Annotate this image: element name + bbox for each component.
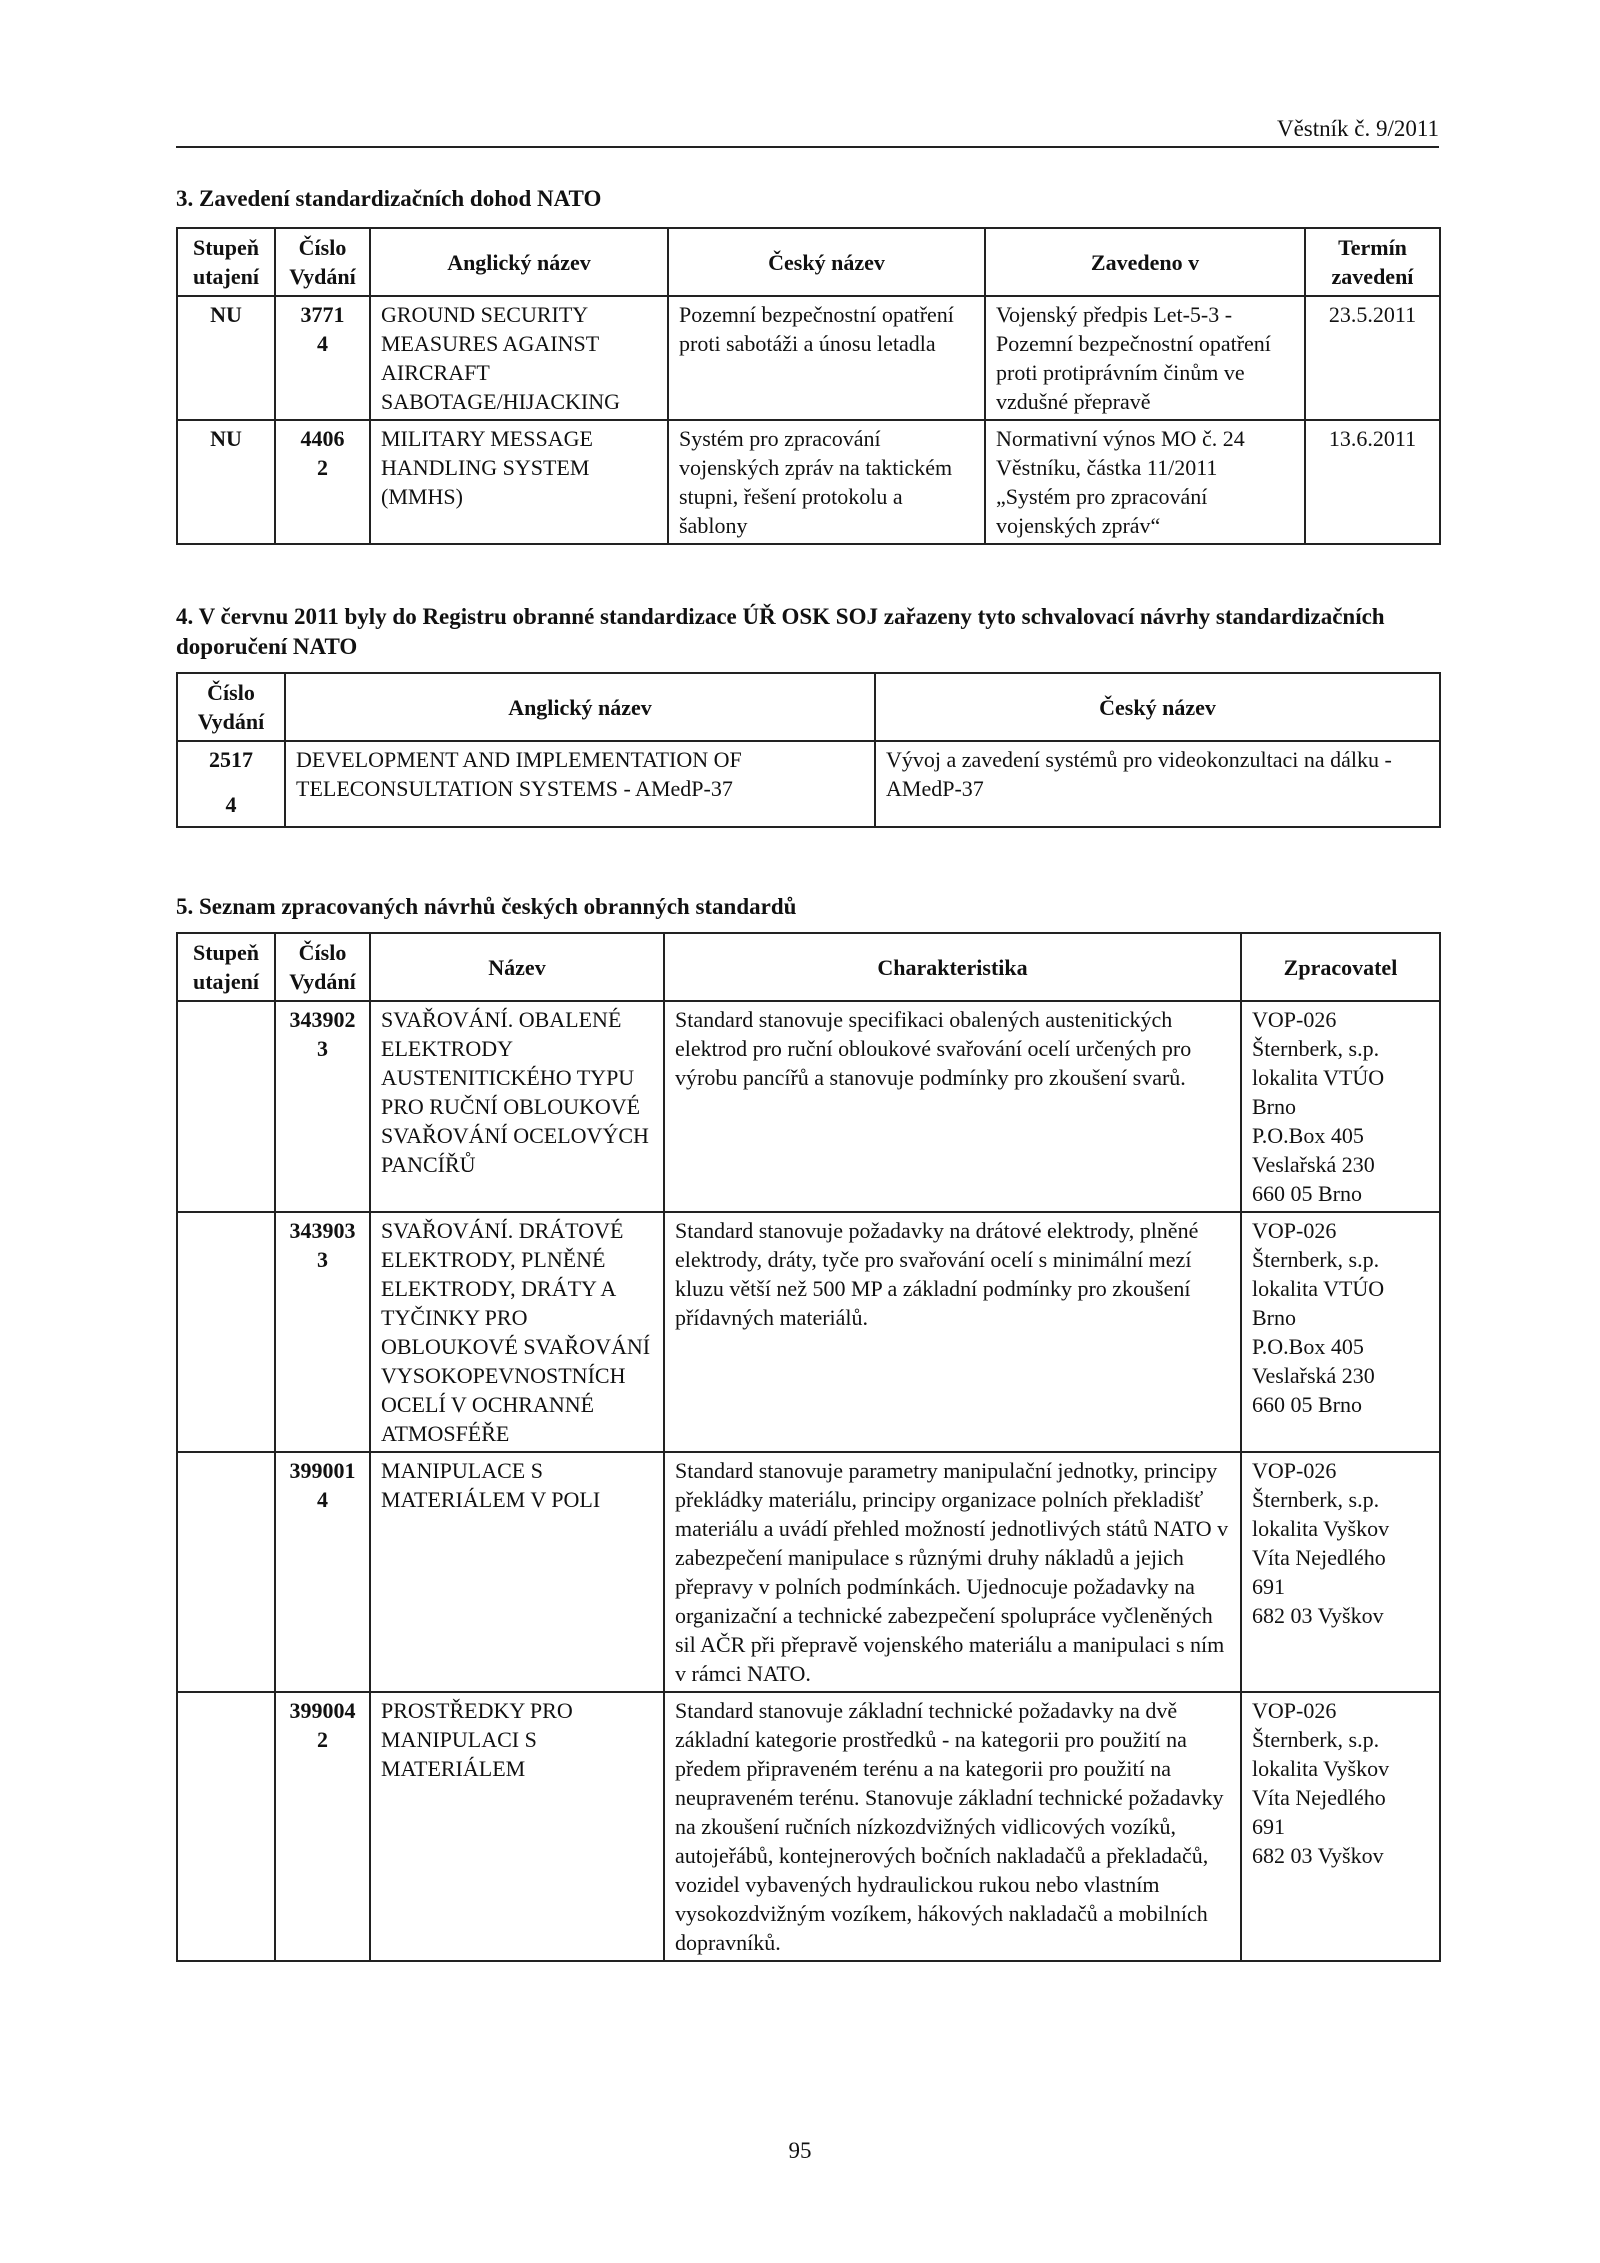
czech-name-cell: Pozemní bezpečnostní opatření proti sabotáži a únosu letadla (668, 296, 985, 420)
characteristics-cell: Standard stanovuje specifikaci obalených austenitických elektrod pro ruční obloukové svařování ocelí určených pro výrobu pancířů a stanovuje podmínky pro zkoušení svarů. (664, 1001, 1241, 1212)
processor-line: P.O.Box 405 (1252, 1334, 1364, 1359)
processor-line: 660 05 Brno (1252, 1392, 1362, 1417)
processor-line: VOP-026 (1252, 1698, 1337, 1723)
col-header: Český název (668, 228, 985, 296)
processor-cell (1241, 1452, 1440, 1692)
characteristics-cell: Standard stanovuje parametry manipulační jednotky, principy překládky materiálu, principy organizace polních překladišť materiálu a uvádí přehled možností jednotlivých států NATO v zabezpečení manipulace s různými druhy nákladů a jejich přepravy v polních podmínkách. Ujednocuje požadavky na organizační a technické zabezpečení spolupráce vyčleněných sil AČR při přepravě vojenského materiálu a manipulaci s ním v rámci NATO. (664, 1452, 1241, 1692)
characteristics-cell: Standard stanovuje základní technické požadavky na dvě základní kategorie prostředků - na kategorii pro použití na předem připraveném terénu a na kategorii pro použití na neupraveném terénu. Stanovuje základní technické požadavky na zkoušení ručních nízkozdvižných vidlicových vozíků, autojeřábů, kontejnerových bočních nakladačů a překladačů, vozidel vybavených hydraulickou rukou nebo vlastním vysokozdvižným vozíkem, hákových nakladačů a mobilních dopravníků. (664, 1692, 1241, 1961)
processor-cell (1241, 1692, 1440, 1961)
edition-number: 2 (317, 455, 328, 480)
edition-number: 4 (317, 1487, 328, 1512)
english-name-cell: DEVELOPMENT AND IMPLEMENTATION OF TELECONSULTATION SYSTEMS - AMedP-37 (285, 741, 875, 827)
col-header: Charakteristika (664, 933, 1241, 1001)
processor-line: Veslařská 230 (1252, 1152, 1375, 1177)
page-number: 95 (788, 2138, 812, 2163)
processor-line: Brno (1252, 1305, 1296, 1330)
name-cell: SVAŘOVÁNÍ. DRÁTOVÉ ELEKTRODY, PLNĚNÉ ELEKTRODY, DRÁTY A TYČINKY PRO OBLOUKOVÉ SVAŘOVÁNÍ VYSOKOPEVNOSTNÍCH OCELÍ V OCHRANNÉ ATMOSFÉŘE (370, 1212, 664, 1452)
standard-number: 399001 (289, 1458, 356, 1483)
col-header: Termín zavedení (1305, 228, 1440, 296)
processor-line: lokalita Vyškov (1252, 1516, 1390, 1541)
processor-line: lokalita Vyškov (1252, 1756, 1390, 1781)
classification-cell (177, 1001, 275, 1212)
classification-cell (177, 1212, 275, 1452)
col-header: Stupeň utajení (177, 228, 275, 296)
name-cell: MANIPULACE S MATERIÁLEM V POLI (370, 1452, 664, 1692)
processor-line: 691 (1252, 1574, 1285, 1599)
number-cell (275, 1212, 370, 1452)
processor-line: Šternberk, s.p. (1252, 1247, 1380, 1272)
processor-line: VOP-026 (1252, 1007, 1337, 1032)
section-5-title: 5. Seznam zpracovaných návrhů českých obranných standardů (176, 894, 797, 919)
date-cell: 13.6.2011 (1305, 420, 1440, 544)
edition-number: 4 (317, 331, 328, 356)
processor-line: 691 (1252, 1814, 1285, 1839)
processor-line: Víta Nejedlého (1252, 1785, 1386, 1810)
number-cell (275, 420, 370, 544)
number-cell (177, 741, 285, 827)
col-header: Číslo Vydání (177, 673, 285, 741)
number-cell (275, 296, 370, 420)
introduced-in-cell: Vojenský předpis Let-5-3 - Pozemní bezpečnostní opatření proti protiprávním činům ve vzdušné přepravě (985, 296, 1305, 420)
table-row (177, 1692, 1440, 1961)
classification-cell (177, 1452, 275, 1692)
col-header: Anglický název (370, 228, 668, 296)
table-row (177, 1452, 1440, 1692)
section-3-title: 3. Zavedení standardizačních dohod NATO (176, 186, 602, 211)
standard-number: 2517 (209, 747, 253, 772)
processor-line: Šternberk, s.p. (1252, 1487, 1380, 1512)
number-cell (275, 1001, 370, 1212)
table-row (177, 296, 1440, 420)
col-header: Číslo Vydání (275, 933, 370, 1001)
classification-cell (177, 1692, 275, 1961)
col-header: Stupeň utajení (177, 933, 275, 1001)
col-header: Zpracovatel (1241, 933, 1440, 1001)
number-cell (275, 1452, 370, 1692)
date-cell: 23.5.2011 (1305, 296, 1440, 420)
number-cell (275, 1692, 370, 1961)
characteristics-cell: Standard stanovuje požadavky na drátové elektrody, plněné elektrody, dráty, tyče pro svařování ocelí s minimální mezí kluzu větší než 500 MP a základní podmínky pro zkoušení přídavných materiálů. (664, 1212, 1241, 1452)
standard-number: 3771 (300, 302, 345, 327)
edition-number: 3 (317, 1036, 328, 1061)
processor-line: 660 05 Brno (1252, 1181, 1362, 1206)
english-name-cell: MILITARY MESSAGE HANDLING SYSTEM (MMHS) (370, 420, 668, 544)
standard-number: 343903 (289, 1218, 356, 1243)
processor-line: Veslařská 230 (1252, 1363, 1375, 1388)
czech-name-cell: Vývoj a zavedení systémů pro videokonzultaci na dálku - AMedP-37 (875, 741, 1440, 827)
standard-number: 4406 (300, 426, 345, 451)
processor-line: 682 03 Vyškov (1252, 1603, 1384, 1628)
name-cell: PROSTŘEDKY PRO MANIPULACI S MATERIÁLEM (370, 1692, 664, 1961)
processor-line: Víta Nejedlého (1252, 1545, 1386, 1570)
processor-cell (1241, 1001, 1440, 1212)
section-4-table (176, 672, 1441, 828)
english-name-cell: GROUND SECURITY MEASURES AGAINST AIRCRAFT SABOTAGE/HIJACKING (370, 296, 668, 420)
processor-line: Brno (1252, 1094, 1296, 1119)
col-header: Název (370, 933, 664, 1001)
col-header: Číslo Vydání (275, 228, 370, 296)
processor-line: lokalita VTÚO (1252, 1276, 1385, 1301)
edition-number: 4 (225, 792, 237, 817)
edition-number: 3 (317, 1247, 328, 1272)
table-row (177, 1001, 1440, 1212)
processor-cell (1241, 1212, 1440, 1452)
section-4-title: 4. V červnu 2011 byly do Registru obranné standardizace ÚŘ OSK SOJ zařazeny tyto schvalovací návrhy standardizačních doporučení NATO (176, 604, 1385, 659)
table-header-row (177, 673, 1440, 741)
classification-cell: NU (177, 420, 275, 544)
section-3-table (176, 227, 1441, 545)
table-row (177, 420, 1440, 544)
col-header: Anglický název (285, 673, 875, 741)
introduced-in-cell: Normativní výnos MO č. 24 Věstníku, částka 11/2011 „Systém pro zpracování vojenských zpráv“ (985, 420, 1305, 544)
processor-line: Šternberk, s.p. (1252, 1036, 1380, 1061)
running-header: Věstník č. 9/2011 (176, 112, 1439, 148)
table-row (177, 741, 1440, 827)
col-header: Český název (875, 673, 1440, 741)
czech-name-cell: Systém pro zpracování vojenských zpráv na taktickém stupni, řešení protokolu a šablony (668, 420, 985, 544)
name-cell: SVAŘOVÁNÍ. OBALENÉ ELEKTRODY AUSTENITICKÉHO TYPU PRO RUČNÍ OBLOUKOVÉ SVAŘOVÁNÍ OCELOVÝCH PANCÍŘŮ (370, 1001, 664, 1212)
processor-line: P.O.Box 405 (1252, 1123, 1364, 1148)
table-row (177, 1212, 1440, 1452)
section-5-table (176, 932, 1441, 1962)
edition-number: 2 (317, 1727, 328, 1752)
table-header-row (177, 933, 1440, 1001)
processor-line: VOP-026 (1252, 1218, 1337, 1243)
processor-line: Šternberk, s.p. (1252, 1727, 1380, 1752)
standard-number: 343902 (289, 1007, 356, 1032)
processor-line: 682 03 Vyškov (1252, 1843, 1384, 1868)
col-header: Zavedeno v (985, 228, 1305, 296)
table-header-row (177, 228, 1440, 296)
standard-number: 399004 (289, 1698, 356, 1723)
classification-cell: NU (177, 296, 275, 420)
processor-line: VOP-026 (1252, 1458, 1337, 1483)
processor-line: lokalita VTÚO (1252, 1065, 1385, 1090)
